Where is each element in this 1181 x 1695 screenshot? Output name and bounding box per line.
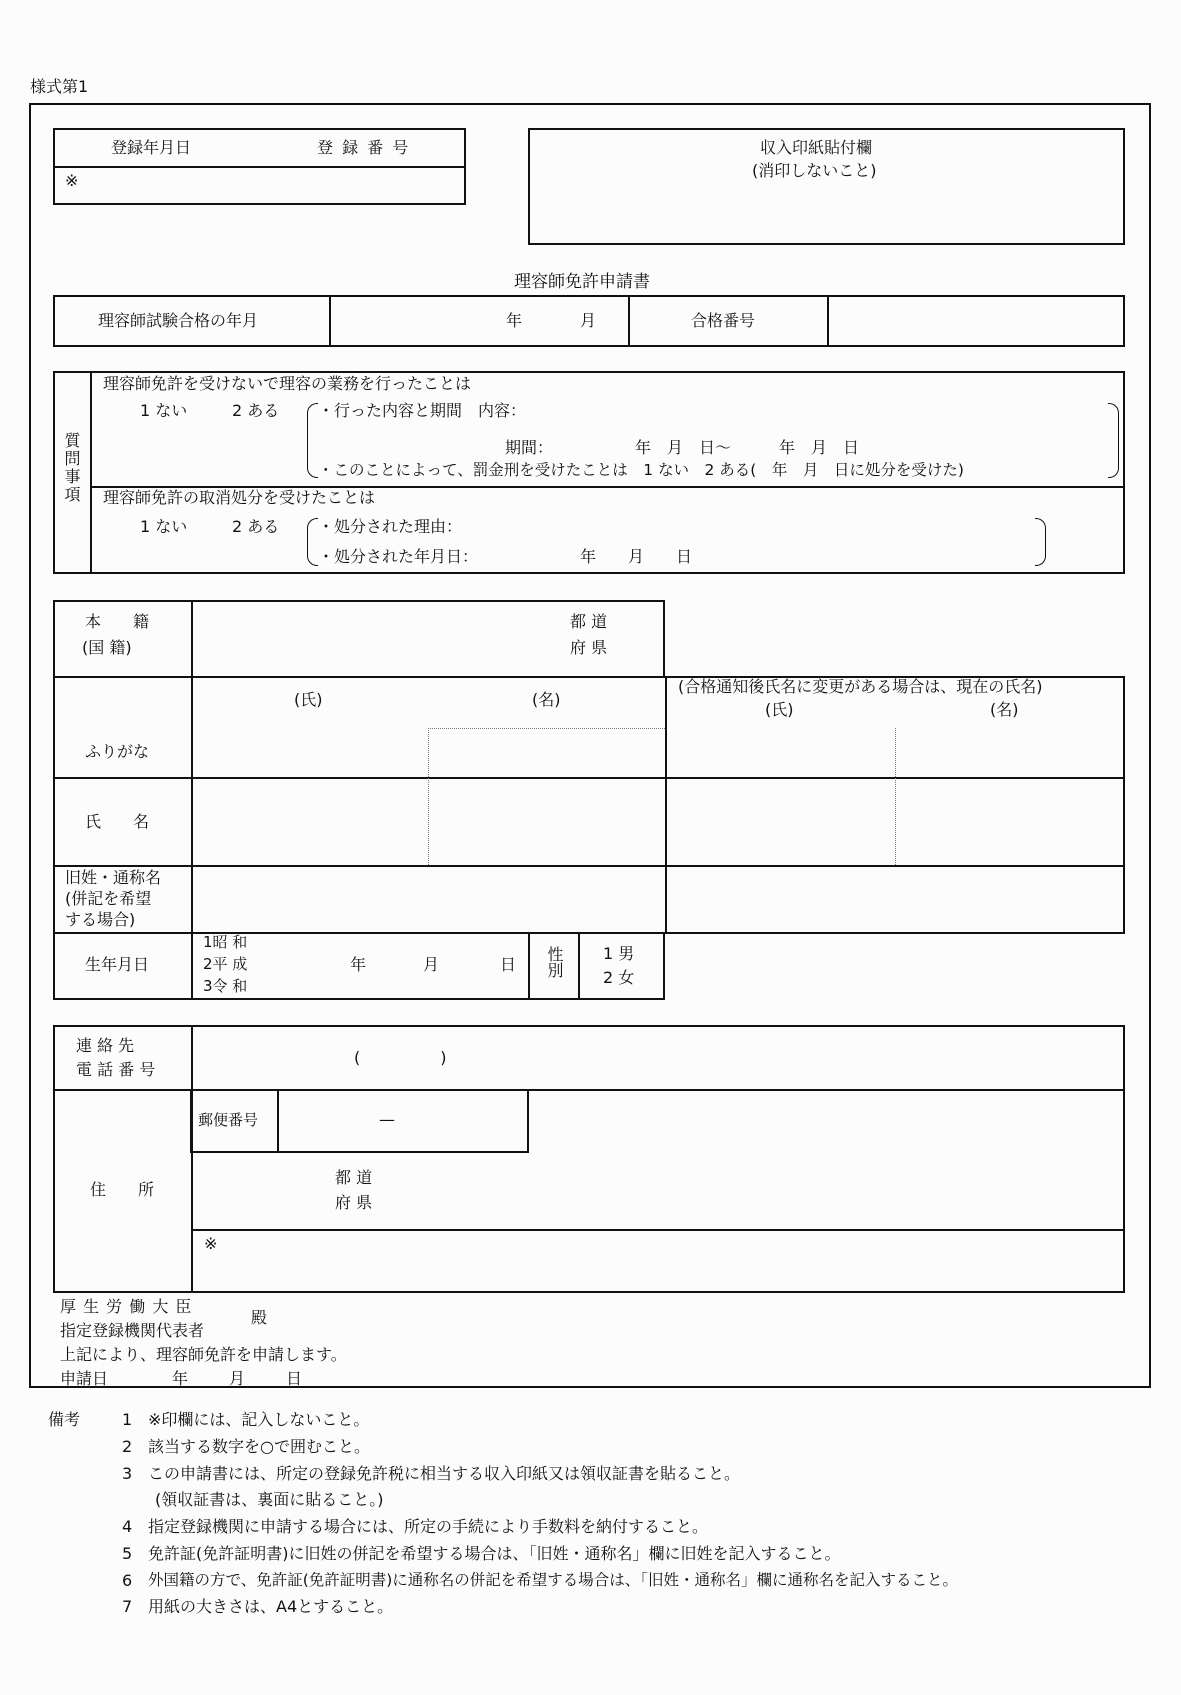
sex-label: 性別 [545, 946, 564, 978]
nationality-label: (国 籍) [82, 638, 132, 657]
era-reiwa[interactable]: 3令 和 [203, 977, 248, 995]
phone-label: 電 話 番 号 [76, 1060, 156, 1079]
note-number: 1 [122, 1410, 133, 1429]
q2-option-no[interactable]: 1 ない [140, 517, 188, 536]
note-number: 6 [122, 1571, 133, 1590]
sex-female-option[interactable]: 2 女 [603, 968, 635, 987]
form-number: 様式第1 [30, 77, 89, 96]
note-number: 7 [122, 1597, 133, 1616]
changed-name-note: (合格通知後氏名に変更がある場合は、現在の氏名) [678, 677, 1043, 696]
address-prefecture-2: 府 県 [335, 1193, 373, 1212]
former-name-label: 旧姓・通称名 [65, 868, 162, 887]
q1-option-yes[interactable]: 2 ある [232, 401, 280, 420]
note-text: 用紙の大きさは、A4とすること。 [148, 1597, 394, 1616]
changed-furigana-given-field[interactable] [897, 730, 1123, 776]
year-unit: 年 [506, 311, 523, 330]
divider [191, 932, 193, 1000]
registration-date-label: 登録年月日 [111, 138, 192, 157]
application-date-label: 申請日 [60, 1369, 109, 1388]
dotted-divider [428, 728, 429, 865]
address-field[interactable] [193, 1155, 1123, 1227]
changed-former-name-field[interactable] [667, 867, 1123, 932]
phone-field[interactable] [193, 1027, 1123, 1087]
application-day-unit: 日 [286, 1369, 303, 1388]
q1-option-no[interactable]: 1 ない [140, 401, 188, 420]
domicile-field[interactable] [193, 602, 663, 676]
note-text: 指定登録機関に申請する場合には、所定の手続により手数料を納付すること。 [148, 1517, 709, 1536]
registration-number-label: 登 録 番 号 [317, 138, 411, 157]
furigana-surname-field[interactable] [193, 730, 427, 776]
contact-label: 連 絡 先 [76, 1036, 135, 1055]
birth-day-unit: 日 [500, 955, 517, 974]
note-number: 5 [122, 1544, 133, 1563]
pass-number-field[interactable] [829, 297, 1123, 345]
changed-surname-field[interactable] [667, 779, 894, 864]
right-bracket [1035, 518, 1046, 566]
former-name-field[interactable] [193, 867, 663, 932]
notes-label: 備考 [48, 1410, 81, 1429]
q2-option-yes[interactable]: 2 ある [232, 517, 280, 536]
q2-reason-field[interactable] [480, 514, 1030, 540]
birth-month-unit: 月 [423, 955, 440, 974]
application-statement: 上記により、理容師免許を申請します。 [60, 1345, 347, 1364]
q2-date-label: ・処分された年月日： [318, 547, 479, 566]
divider [90, 371, 92, 574]
right-bracket [1108, 403, 1119, 478]
exam-pass-date-label: 理容師試験合格の年月 [98, 311, 259, 330]
given-name-field[interactable] [430, 779, 664, 864]
note-text: (領収証書は、裏面に貼ること。) [155, 1490, 384, 1509]
divider [628, 295, 630, 347]
address-label: 住 所 [90, 1180, 155, 1199]
changed-given-header: (名) [990, 700, 1019, 719]
q1-text: 理容師免許を受けないで理容の業務を行ったことは [103, 374, 472, 393]
note-number: 3 [122, 1464, 133, 1483]
address-prefecture-1: 都 道 [335, 1168, 373, 1187]
former-name-label-2: (併記を希望 [65, 889, 152, 908]
q1-period-label: 期間： [505, 438, 554, 457]
office-use-mark-address: ※ [204, 1234, 218, 1253]
left-bracket [307, 403, 318, 478]
divider [578, 932, 580, 1000]
name-label: 氏 名 [85, 812, 150, 831]
surname-field[interactable] [193, 779, 427, 864]
note-text: この申請書には、所定の登録免許税に相当する収入印紙又は領収証書を貼ること。 [148, 1464, 741, 1483]
era-showa[interactable]: 1昭 和 [203, 933, 248, 951]
addressee-minister: 厚 生 労 働 大 臣 [60, 1297, 193, 1316]
surname-header: (氏) [294, 690, 323, 709]
left-bracket [307, 518, 318, 566]
postal-code-field[interactable] [279, 1091, 527, 1151]
stamp-area-note: (消印しないこと) [752, 161, 877, 180]
divider [528, 932, 530, 1000]
office-use-mark: ※ [65, 171, 79, 190]
changed-furigana-surname-field[interactable] [667, 730, 894, 776]
document-title: 理容師免許申請書 [514, 272, 650, 292]
divider [191, 1229, 1125, 1231]
q1-period-dates: 年 月 日～ 年 月 日 [635, 438, 860, 457]
prefecture-label-1: 都 道 [570, 612, 608, 631]
note-text: 外国籍の方で、免許証(免許証明書)に通称名の併記を希望する場合は、「旧姓・通称名」欄に通称名を記入すること。 [148, 1571, 959, 1589]
application-month-unit: 月 [229, 1369, 246, 1388]
domicile-label: 本 籍 [85, 612, 150, 631]
sex-male-option[interactable]: 1 男 [603, 944, 635, 963]
era-heisei[interactable]: 2平 成 [203, 955, 248, 973]
q1-content-field[interactable] [580, 398, 1100, 428]
application-year-unit: 年 [172, 1369, 189, 1388]
note-text: 該当する数字を○で囲むこと。 [148, 1437, 370, 1456]
former-name-label-3: する場合) [65, 910, 136, 929]
dotted-divider [895, 728, 896, 865]
postal-code-dash: — [379, 1110, 395, 1129]
phone-area-code-parens: ( ) [354, 1048, 447, 1067]
birth-year-unit: 年 [350, 955, 367, 974]
changed-given-name-field[interactable] [897, 779, 1123, 864]
q2-text: 理容師免許の取消処分を受けたことは [103, 488, 376, 507]
addressee-agency: 指定登録機関代表者 [60, 1321, 205, 1340]
birth-date-label: 生年月日 [85, 955, 150, 974]
registration-field[interactable] [85, 168, 463, 203]
stamp-area-title: 収入印紙貼付欄 [760, 138, 873, 157]
postal-code-label: 郵便番号 [198, 1111, 259, 1129]
note-number: 2 [122, 1437, 133, 1456]
pass-number-label: 合格番号 [691, 311, 756, 330]
note-number: 4 [122, 1517, 133, 1536]
note-text: 免許証(免許証明書)に旧姓の併記を希望する場合は、「旧姓・通称名」欄に旧姓を記入すること。 [148, 1544, 841, 1563]
application-date-field[interactable] [112, 1367, 312, 1387]
questions-side-label: 質問事項 [62, 432, 81, 504]
furigana-label: ふりがな [85, 742, 150, 761]
honorific: 殿 [251, 1308, 268, 1327]
given-name-header: (名) [532, 690, 561, 709]
q1-detail-content: ・行った内容と期間 内容： [318, 401, 527, 420]
changed-surname-header: (氏) [765, 700, 794, 719]
furigana-given-field[interactable] [430, 730, 664, 776]
month-unit: 月 [580, 311, 597, 330]
note-text: ※印欄には、記入しないこと。 [148, 1410, 370, 1429]
q2-reason-label: ・処分された理由： [318, 517, 463, 536]
q2-date-units: 年 月 日 [580, 547, 693, 566]
dotted-divider [428, 728, 665, 729]
prefecture-label-2: 府 県 [570, 638, 608, 657]
q1-penalty-line: ・このことによって、罰金刑を受けたことは 1 ない 2 ある( 年 月 日に処分を受けた) [318, 461, 964, 479]
